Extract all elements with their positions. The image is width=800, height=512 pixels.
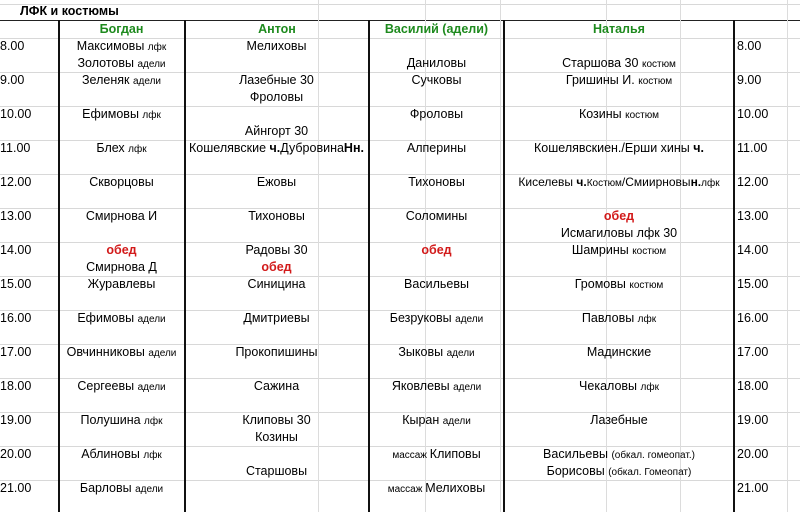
time-cell[interactable]: 12.00 [0,175,32,189]
bogdan-cell[interactable]: Ефимовы лфк [82,107,161,121]
natalya-cell[interactable]: Мадинские [586,345,652,359]
bogdan-cell[interactable]: Ефимовы адели [77,311,166,325]
time-cell-right[interactable]: 14.00 [737,243,769,257]
vasiliy-cell[interactable]: Зыковы адели [398,345,475,359]
natalya-cell[interactable]: Кошелявскиен./Ерши хины ч. [534,141,704,155]
vasiliy-cell[interactable]: Алперины [406,141,467,155]
anton-cell[interactable]: Фроловы [249,90,304,104]
natalya-cell[interactable]: Гришины И. костюм [565,73,673,87]
bogdan-cell[interactable]: Максимовы лфк [76,39,167,53]
anton-cell[interactable]: Мелиховы [246,39,307,53]
bogdan-cell[interactable]: Овчинниковы адели [66,345,177,359]
time-cell-right[interactable]: 18.00 [737,379,769,393]
vasiliy-cell[interactable]: массаж Клиповы [392,447,481,461]
bogdan-cell[interactable]: Смирнова И [85,209,158,223]
natalya-cell[interactable]: Чекаловы лфк [579,379,659,393]
bogdan-cell[interactable]: Журавлевы [87,277,156,291]
anton-cell[interactable]: Кошелявские ч.ДубровинаНн. [189,141,364,155]
vasiliy-cell[interactable]: Яковлевы адели [391,379,482,393]
bogdan-cell[interactable]: Аблиновы лфк [81,447,162,461]
anton-cell[interactable]: Клиповы 30 [242,413,311,427]
time-cell-right[interactable]: 11.00 [737,141,768,155]
natalya-cell[interactable]: Лазебные [590,413,648,427]
time-cell[interactable]: 21.00 [0,481,32,495]
time-cell[interactable]: 19.00 [0,413,32,427]
natalya-cell[interactable]: Борисовы (обкал. Гомеопат) [546,464,692,478]
vasiliy-cell[interactable]: Даниловы [406,56,467,70]
time-cell-right[interactable]: 20.00 [737,447,769,461]
header-natalya[interactable]: Наталья [593,22,645,36]
anton-cell[interactable]: Прокопишины [235,345,318,359]
time-cell-right[interactable]: 9.00 [737,73,762,87]
time-cell-right[interactable]: 17.00 [737,345,769,359]
natalya-cell[interactable]: Шамрины костюм [571,243,667,257]
bogdan-cell[interactable]: Золотовы адели [77,56,166,70]
bogdan-cell[interactable]: Сергеевы адели [77,379,166,393]
time-cell[interactable]: 14.00 [0,243,32,257]
natalya-cell[interactable]: Киселевы ч.Костюм/Смиирновын.лфк [518,175,720,189]
time-cell-right[interactable]: 13.00 [737,209,769,223]
anton-cell[interactable]: Ежовы [256,175,297,189]
anton-cell[interactable]: Радовы 30 [245,243,308,257]
bogdan-cell[interactable]: Полушина лфк [80,413,163,427]
anton-cell[interactable]: Сажина [253,379,300,393]
anton-cell[interactable]: Айнгорт 30 [244,124,309,138]
anton-cell[interactable]: Синицина [247,277,306,291]
anton-cell[interactable]: Козины [255,430,298,444]
natalya-cell[interactable]: Громовы костюм [574,277,664,291]
vasiliy-cell[interactable]: Васильевы [404,277,469,291]
time-cell-right[interactable]: 10.00 [737,107,769,121]
vasiliy-lunch-cell[interactable]: обед [421,243,452,257]
vasiliy-cell[interactable]: Сучковы [411,73,462,87]
vasiliy-cell[interactable]: Кыран адели [402,413,471,427]
bogdan-cell[interactable]: Скворцовы [89,175,154,189]
time-cell[interactable]: 15.00 [0,277,32,291]
anton-lunch-cell[interactable]: обед [261,260,292,274]
bogdan-cell[interactable]: Барловы адели [79,481,164,495]
anton-cell[interactable]: Лазебные 30 [239,73,314,87]
bogdan-cell[interactable]: Блех лфк [96,141,147,155]
sheet-title: ЛФК и костюмы [20,4,119,18]
vasiliy-cell[interactable]: Безруковы адели [389,311,484,325]
header-anton[interactable]: Антон [258,22,296,36]
anton-cell[interactable]: Старшовы [245,464,308,478]
time-cell-right[interactable]: 16.00 [737,311,769,325]
bogdan-cell[interactable]: Смирнова Д [86,260,157,274]
natalya-cell[interactable]: Старшова 30 костюм [562,56,676,70]
time-cell-right[interactable]: 19.00 [737,413,769,427]
time-cell-right[interactable]: 8.00 [737,39,762,53]
vasiliy-cell[interactable]: Тихоновы [408,175,465,189]
bogdan-cell[interactable]: Зеленяк адели [82,73,161,87]
vasiliy-cell[interactable]: Фроловы [409,107,464,121]
time-cell[interactable]: 13.00 [0,209,32,223]
header-bogdan[interactable]: Богдан [99,22,144,36]
time-cell[interactable]: 8.00 [0,39,25,53]
time-cell[interactable]: 17.00 [0,345,32,359]
bogdan-lunch-cell[interactable]: обед [106,243,137,257]
time-cell-right[interactable]: 12.00 [737,175,769,189]
natalya-cell[interactable]: Васильевы (обкал. гомеопат.) [543,447,695,461]
natalya-cell[interactable]: Козины костюм [578,107,660,121]
anton-cell[interactable]: Дмитриевы [243,311,310,325]
time-cell[interactable]: 10.00 [0,107,32,121]
anton-cell[interactable]: Тихоновы [248,209,305,223]
header-vasiliy[interactable]: Василий (адели) [384,22,489,36]
vasiliy-cell[interactable]: Соломины [405,209,468,223]
time-cell[interactable]: 11.00 [0,141,31,155]
time-cell[interactable]: 18.00 [0,379,32,393]
time-cell[interactable]: 9.00 [0,73,25,87]
natalya-lunch-cell[interactable]: обед [603,209,635,223]
time-cell[interactable]: 20.00 [0,447,32,461]
natalya-cell[interactable]: Исмагиловы лфк 30 [560,226,678,240]
time-cell-right[interactable]: 21.00 [737,481,769,495]
natalya-cell[interactable]: Павловы лфк [581,311,657,325]
vasiliy-cell[interactable]: массаж Мелиховы [387,481,486,495]
time-cell-right[interactable]: 15.00 [737,277,769,291]
time-cell[interactable]: 16.00 [0,311,32,325]
